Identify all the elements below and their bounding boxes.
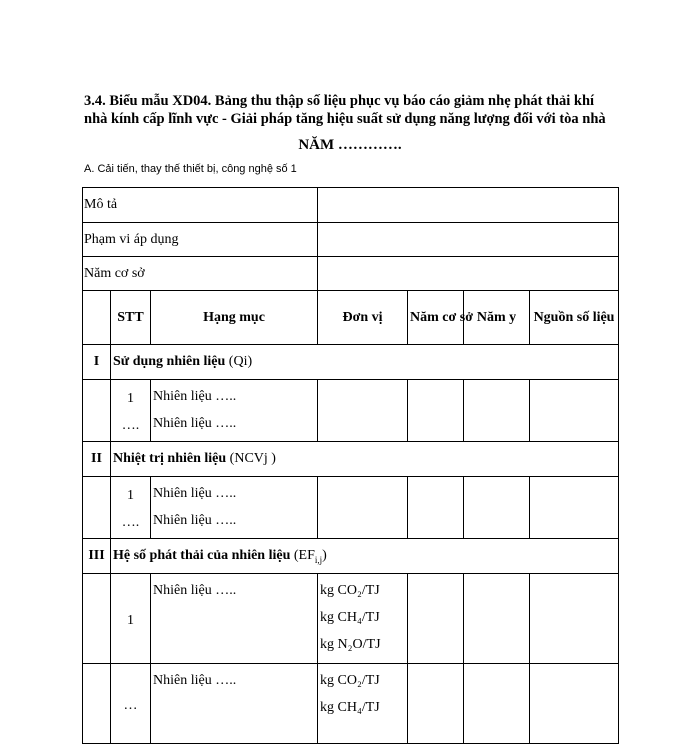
year-y-cell[interactable] [464,664,530,744]
info-row-base-year [83,257,619,291]
section-row-II [83,442,619,477]
source-cell[interactable] [530,380,619,442]
base-year-cell[interactable] [408,664,464,744]
section-title [111,442,619,477]
stt-value: 1 [127,488,134,503]
header-item: Hạng mục [151,291,318,345]
stt-cell [111,477,151,539]
stt-value: … [123,697,138,713]
item-value: Nhiên liệu ….. [153,389,237,404]
unit-n2o: kg N₂O/TJ [320,637,381,652]
form-heading [84,92,624,128]
section-roman: I [83,345,111,380]
item-value: Nhiên liệu ….. [153,416,237,431]
stt-value: …. [121,515,140,530]
section-title-bold: Nhiệt trị nhiên liệu [113,451,227,466]
unit-cell[interactable] [318,477,408,539]
stt-value: 1 [127,391,134,406]
unit-cell [318,574,408,664]
stt-cell [111,574,151,664]
stt-value: …. [121,418,140,433]
section-a-title: A. Cải tiến, thay thế thiết bị, công nghệ số 1 [84,163,297,175]
unit-ch4: kg CH₄/TJ [320,700,380,715]
item-value: Nhiên liệu ….. [153,673,237,688]
header-stt: STT [111,291,151,345]
section-title-rest: (NCVj ) [226,451,276,466]
section-roman: III [83,539,111,574]
source-cell[interactable] [530,664,619,744]
section-title-end: ) [322,547,327,563]
year-y-cell[interactable] [464,380,530,442]
header-base-year: Năm cơ sở [408,291,464,345]
info-row-description [83,188,619,223]
section-title-sub: i,j [314,554,323,565]
year-title: NĂM …………. [298,137,402,153]
heading-line-2: nhà kính cấp lĩnh vực - Giải pháp tăng hiệu suất sử dụng năng lượng đối với tòa nhà [84,111,606,127]
section-roman: II [83,442,111,477]
section-title-rest: (EF [290,547,315,563]
stt-cell [111,664,151,744]
section-III-item-1 [83,574,619,664]
section-row-I [83,345,619,380]
unit-ch4: kg CH₄/TJ [320,610,380,625]
unit-co2: kg CO₂/TJ [320,583,380,598]
base-year-cell[interactable] [408,477,464,539]
blank-cell [83,380,111,442]
blank-cell [83,477,111,539]
info-value-scope[interactable] [318,223,619,257]
item-cell [151,477,318,539]
section-row-III [83,539,619,574]
section-II-items [83,477,619,539]
section-I-items [83,380,619,442]
item-cell [151,664,318,744]
stt-value: 1 [127,612,134,628]
header-unit: Đơn vị [318,291,408,345]
section-title-bold: Hệ số phát thải của nhiên liệu [113,547,291,563]
info-label-description: Mô tả [83,188,318,223]
section-title-bold: Sử dụng nhiên liệu [113,354,226,369]
source-cell[interactable] [530,574,619,664]
item-value: Nhiên liệu ….. [153,583,237,598]
section-title [111,345,619,380]
heading-line-1: 3.4. Biểu mẫu XD04. Bảng thu thập số liệu phục vụ báo cáo giảm nhẹ phát thải khí [84,93,595,109]
header-year-y: Năm y [464,291,530,345]
info-row-scope [83,223,619,257]
unit-cell[interactable] [318,380,408,442]
blank-cell [83,574,111,664]
info-label-base-year: Năm cơ sở [83,257,318,291]
base-year-cell[interactable] [408,380,464,442]
blank-cell [83,664,111,744]
item-cell [151,574,318,664]
base-year-cell[interactable] [408,574,464,664]
data-collection-table [82,187,619,744]
item-value: Nhiên liệu ….. [153,486,237,501]
item-cell [151,380,318,442]
unit-cell [318,664,408,744]
info-value-description[interactable] [318,188,619,223]
section-III-item-2 [83,664,619,744]
year-y-cell[interactable] [464,574,530,664]
section-title-rest: (Qi) [225,354,253,369]
year-y-cell[interactable] [464,477,530,539]
item-value: Nhiên liệu ….. [153,513,237,528]
column-header-row [83,291,619,345]
unit-co2: kg CO₂/TJ [320,673,380,688]
info-value-base-year[interactable] [318,257,619,291]
header-blank [83,291,111,345]
source-cell[interactable] [530,477,619,539]
header-source: Nguồn số liệu [530,291,619,345]
section-title [111,539,619,574]
info-label-scope: Phạm vi áp dụng [83,223,318,257]
stt-cell [111,380,151,442]
